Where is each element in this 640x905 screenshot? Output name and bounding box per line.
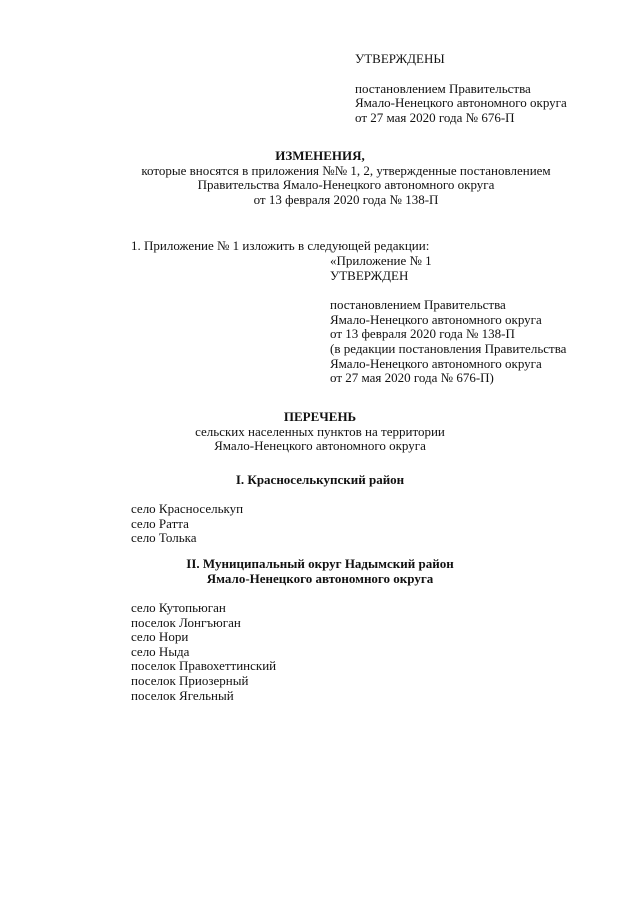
- changes-title-block: [0, 149, 640, 207]
- approval-heading: УТВЕРЖДЕНЫ: [355, 51, 445, 66]
- list-title-block: [0, 410, 640, 454]
- section-2-heading: [0, 557, 640, 586]
- changes-subtitle-line: которые вносятся в приложения №№ 1, 2, утвержденные постановлением: [141, 162, 551, 178]
- section-2-heading-line: II. Муниципальный округ Надымский район: [186, 556, 454, 571]
- appendix-approval-line: Ямало-Ненецкого автономного округа: [330, 311, 542, 327]
- appendix-approval-line: от 13 февраля 2020 года № 138-П: [330, 326, 515, 342]
- appendix-approval-line: от 27 мая 2020 года № 676-П): [330, 370, 494, 386]
- list-item: село Красноселькуп: [131, 501, 244, 516]
- list-item: село Кутопьюган: [131, 600, 226, 615]
- changes-title: ИЗМЕНЕНИЯ,: [275, 148, 365, 163]
- list-subtitle-line: Ямало-Ненецкого автономного округа: [214, 438, 426, 454]
- section-1-heading-text: I. Красноселькупский район: [235, 472, 405, 487]
- list-item: село Нори: [131, 629, 189, 645]
- list-item: поселок Лонгъюган: [131, 614, 241, 630]
- section-1-list: [131, 502, 243, 546]
- list-title: ПЕРЕЧЕНЬ: [283, 409, 357, 424]
- list-item: село Ратта: [131, 515, 189, 531]
- approval-line: Ямало-Ненецкого автономного округа: [355, 95, 567, 111]
- section-1-heading: [0, 473, 640, 488]
- approval-line: от 27 мая 2020 года № 676-П: [355, 109, 515, 125]
- list-item: село Ныда: [131, 643, 190, 659]
- appendix-approval-line: Ямало-Ненецкого автономного округа: [330, 355, 542, 371]
- changes-subtitle-line: Правительства Ямало-Ненецкого автономного округа: [197, 177, 495, 193]
- approval-line: постановлением Правительства: [355, 80, 531, 96]
- list-item: поселок Приозерный: [131, 672, 249, 688]
- item-1-text: 1. Приложение № 1 изложить в следующей редакции:: [131, 238, 430, 253]
- changes-subtitle-line: от 13 февраля 2020 года № 138-П: [253, 191, 439, 207]
- list-subtitle-line: сельских населенных пунктов на территории: [195, 423, 445, 439]
- appendix-approval-line: постановлением Правительства: [330, 297, 506, 313]
- list-item: поселок Правохеттинский: [131, 658, 277, 674]
- appendix-number: «Приложение № 1: [330, 253, 432, 268]
- approval-header: [355, 52, 567, 125]
- appendix-approval: [330, 254, 566, 386]
- list-item: поселок Ягельный: [131, 687, 234, 703]
- section-2-heading-line: Ямало-Ненецкого автономного округа: [206, 570, 434, 586]
- list-item: село Толька: [131, 530, 197, 546]
- appendix-approved-heading: УТВЕРЖДЕН: [330, 267, 409, 283]
- section-2-list: [131, 601, 276, 703]
- appendix-approval-line: (в редакции постановления Правительства: [330, 340, 567, 356]
- item-1-paragraph: [131, 239, 429, 254]
